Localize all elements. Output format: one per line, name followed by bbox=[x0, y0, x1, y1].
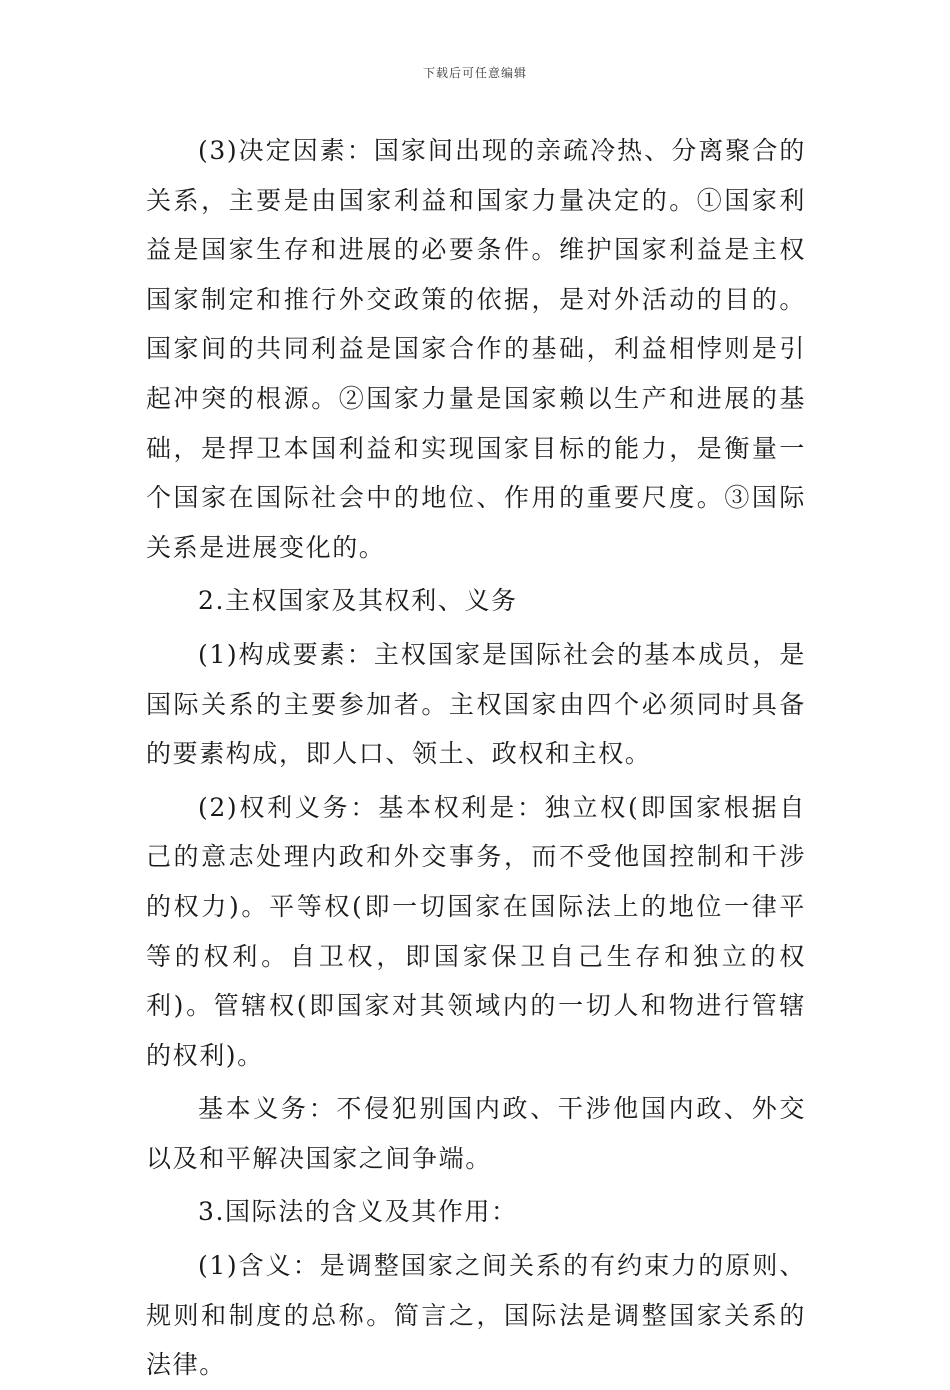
paragraph-basic-obligations: 基本义务：不侵犯别国内政、干涉他国内政、外交以及和平解决国家之间争端。 bbox=[146, 1094, 806, 1173]
paragraph-constituent-elements: (1)构成要素：主权国家是国际社会的基本成员，是国际关系的主要参加者。主权国家由四个必须同时具备的要素构成，即人口、领土、政权和主权。 bbox=[146, 639, 806, 769]
page-header-note: 下载后可任意编辑 bbox=[422, 66, 527, 80]
document-body bbox=[146, 126, 806, 1390]
paragraph-definition: (1)含义：是调整国家之间关系的有约束力的原则、规则和制度的总称。简言之，国际法是调整国家关系的法律。 bbox=[146, 1251, 806, 1380]
paragraph-rights-obligations: (2)权利义务：基本权利是：独立权(即国家根据自己的意志处理内政和外交事务，而不受他国控制和干涉的权力)。平等权(即一切国家在国际法上的地位一律平等的权利。自卫权，即国家保卫自己生存和独立的权利)。管辖权(即国家对其领域内的一切人和物进行管辖的权利)。 bbox=[146, 792, 806, 1070]
heading-sovereign-state: 2.主权国家及其权利、义务 bbox=[198, 586, 518, 616]
paragraph-decisive-factors: (3)决定因素：国家间出现的亲疏冷热、分离聚合的关系，主要是由国家利益和国家力量决定的。①国家利益是国家生存和进展的必要条件。维护国家利益是主权国家制定和推行外交政策的依据，是对外活动的目的。国家间的共同利益是国家合作的基础，利益相悖则是引起冲突的根源。②国家力量是国家赖以生产和进展的基础，是捍卫本国利益和实现国家目标的能力，是衡量一个国家在国际社会中的地位、作用的重要尺度。③国际关系是进展变化的。 bbox=[146, 136, 806, 562]
heading-international-law: 3.国际法的含义及其作用： bbox=[198, 1197, 518, 1227]
